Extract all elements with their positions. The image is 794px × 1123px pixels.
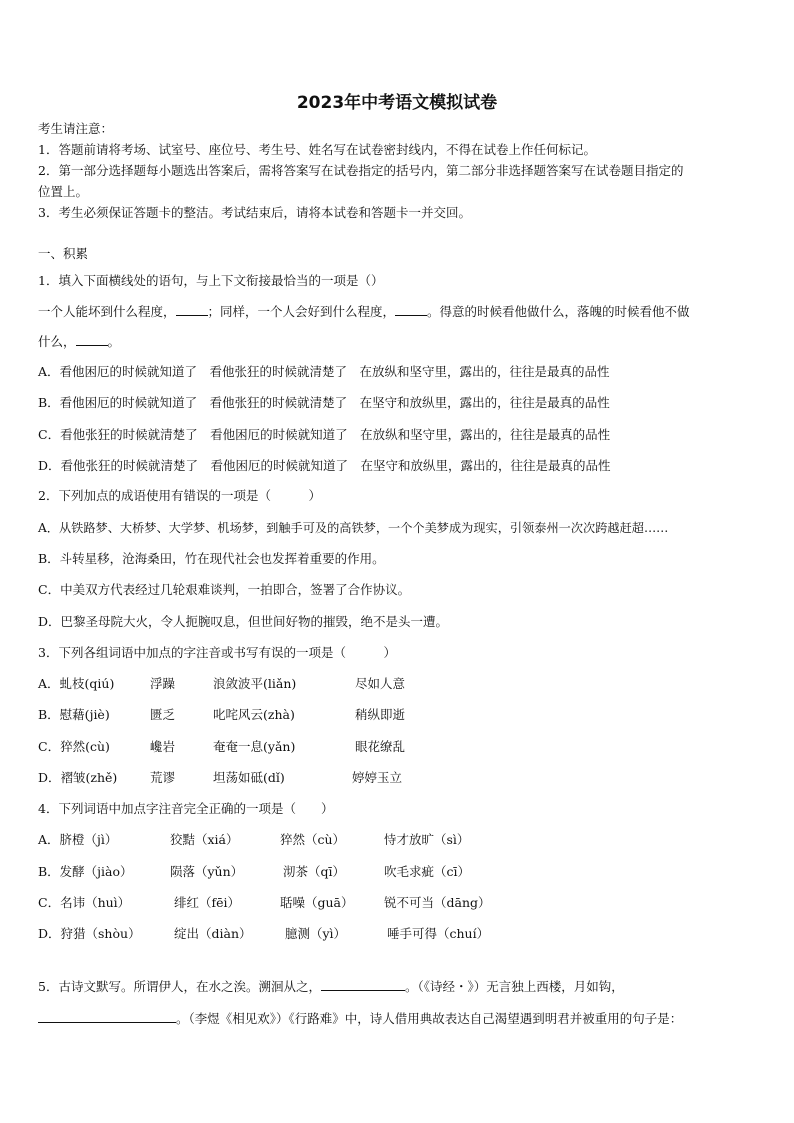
q4-a-3: 猝然（cù）: [280, 832, 346, 847]
q2-stem: 2．下列加点的成语使用有错误的一项是（ ）: [38, 488, 321, 503]
q4-d-1: D．狩猎（shòu）: [38, 926, 141, 941]
q2-option-d: D．巴黎圣母院大火，令人扼腕叹息，但世间好物的摧毁，绝不是头一遭。: [38, 614, 449, 629]
q1-passage-line-2: [38, 333, 120, 350]
q3-c-1: C．猝然(cù): [38, 739, 110, 754]
q1-option-d: D．看他张狂的时候就清楚了 看他困厄的时候就知道了 在坚守和放纵里，露出的，往往是最真的品性: [38, 458, 611, 473]
q3-c-4: 眼花缭乱: [355, 739, 406, 754]
q4-b-3: 沏茶（qī）: [283, 864, 345, 879]
q1-text-1: 一个人能坏到什么程度，: [38, 304, 176, 319]
notice-item-2-cont: 位置上。: [38, 184, 89, 199]
q5-line-1: [38, 978, 624, 995]
q4-c-1: C．名讳（huì）: [38, 895, 131, 910]
q5-text-2: 。（《诗经・》）无言独上西楼，月如钩，: [404, 979, 624, 994]
q1-text-3: 。得意的时候看他做什么，落魄的时候看他不做: [427, 304, 690, 319]
q3-b-4: 稍纵即逝: [355, 707, 406, 722]
q4-a-2: 狡黠（xiá）: [170, 832, 239, 847]
q5-text-1: 5．古诗文默写。所谓伊人，在水之涘。溯洄从之，: [38, 979, 321, 994]
q4-b-2: 陨落（yǔn）: [170, 864, 244, 879]
notice-heading: 考生请注意：: [38, 121, 114, 136]
q1-text-4: 什么，: [38, 334, 76, 349]
notice-item-2: 2．第一部分选择题每小题选出答案后，需将答案写在试卷指定的括号内，第二部分非选择题答案写在试卷题目指定的: [38, 163, 684, 178]
q1-stem: 1．填入下面横线处的语句，与上下文衔接最恰当的一项是（）: [38, 273, 384, 288]
q3-d-3: 坦荡如砥(dǐ): [213, 770, 285, 785]
section-heading-1: 一、积累: [38, 246, 89, 261]
q3-b-3: 叱咤风云(zhà): [213, 707, 295, 722]
q4-a-1: A．脐橙（jì）: [38, 832, 118, 847]
q1-passage-line-1: [38, 303, 690, 320]
q3-c-2: 巉岩: [150, 739, 176, 754]
q3-a-4: 尽如人意: [355, 676, 406, 691]
q4-b-1: B．发酵（jiào）: [38, 864, 133, 879]
q3-a-2: 浮躁: [150, 676, 176, 691]
q4-stem: 4．下列词语中加点字注音完全正确的一项是（ ）: [38, 801, 334, 816]
q4-d-2: 绽出（diàn）: [174, 926, 252, 941]
q3-b-2: 匮乏: [150, 707, 176, 722]
q1-option-c: C．看他张狂的时候就清楚了 看他困厄的时候就知道了 在放纵和坚守里，露出的，往往是最真的品性: [38, 427, 611, 442]
q2-option-a: A．从铁路梦、大桥梦、大学梦、机场梦，到触手可及的高铁梦，一个个美梦成为现实，引领泰州一次次跨越赶超……: [38, 521, 669, 535]
page-title: 2023年中考语文模拟试卷: [296, 93, 498, 113]
q4-d-4: 唾手可得（chuí）: [387, 926, 490, 941]
q5-blank-2[interactable]: [38, 1010, 176, 1023]
q1-option-b: B．看他困厄的时候就知道了 看他张狂的时候就清楚了 在坚守和放纵里，露出的，往往是最真的品性: [38, 395, 610, 410]
q1-text-2: ；同样，一个人会好到什么程度，: [207, 304, 396, 319]
q5-blank-1[interactable]: [321, 978, 405, 991]
q3-d-4: 婷婷玉立: [352, 770, 403, 785]
q5-line-2: [38, 1010, 682, 1027]
q4-a-4: 恃才放旷（sì）: [384, 832, 470, 847]
q3-stem: 3．下列各组词语中加点的字注音或书写有误的一项是（ ）: [38, 645, 396, 660]
q4-c-4: 锐不可当（dāng）: [384, 895, 491, 910]
q4-d-3: 臆测（yì）: [285, 926, 347, 941]
q1-blank-1[interactable]: [176, 303, 208, 316]
q4-b-4: 吹毛求疵（cī）: [384, 864, 470, 879]
q2-option-c: C．中美双方代表经过几轮艰难谈判，一拍即合，签署了合作协议。: [38, 582, 411, 597]
q3-d-2: 荒谬: [150, 770, 176, 785]
q4-c-3: 聒噪（guā）: [280, 895, 354, 910]
q3-a-3: 浪敛波平(liǎn): [213, 676, 297, 691]
q1-blank-2[interactable]: [395, 303, 427, 316]
q3-a-1: A．虬枝(qiú): [38, 676, 115, 691]
notice-item-1: 1．答题前请将考场、试室号、座位号、考生号、姓名写在试卷密封线内，不得在试卷上作任何标记。: [38, 142, 596, 157]
q1-text-5: 。: [107, 334, 121, 349]
q3-d-1: D．褶皱(zhě): [38, 770, 118, 785]
q3-b-1: B．慰藉(jiè): [38, 707, 110, 722]
q1-blank-3[interactable]: [76, 333, 108, 346]
q2-option-b: B．斗转星移，沧海桑田，竹在现代社会也发挥着重要的作用。: [38, 551, 385, 566]
q5-text-3: 。（李煜《相见欢》）《行路难》中，诗人借用典故表达自己渴望遇到明君并被重用的句子是：: [176, 1011, 683, 1026]
notice-item-3: 3．考生必须保证答题卡的整洁。考试结束后，请将本试卷和答题卡一并交回。: [38, 205, 471, 220]
q1-option-a: A．看他困厄的时候就知道了 看他张狂的时候就清楚了 在放纵和坚守里，露出的，往往是最真的品性: [38, 364, 610, 379]
q4-c-2: 绯红（fēi）: [174, 895, 241, 910]
q3-c-3: 奄奄一息(yǎn): [213, 739, 296, 754]
